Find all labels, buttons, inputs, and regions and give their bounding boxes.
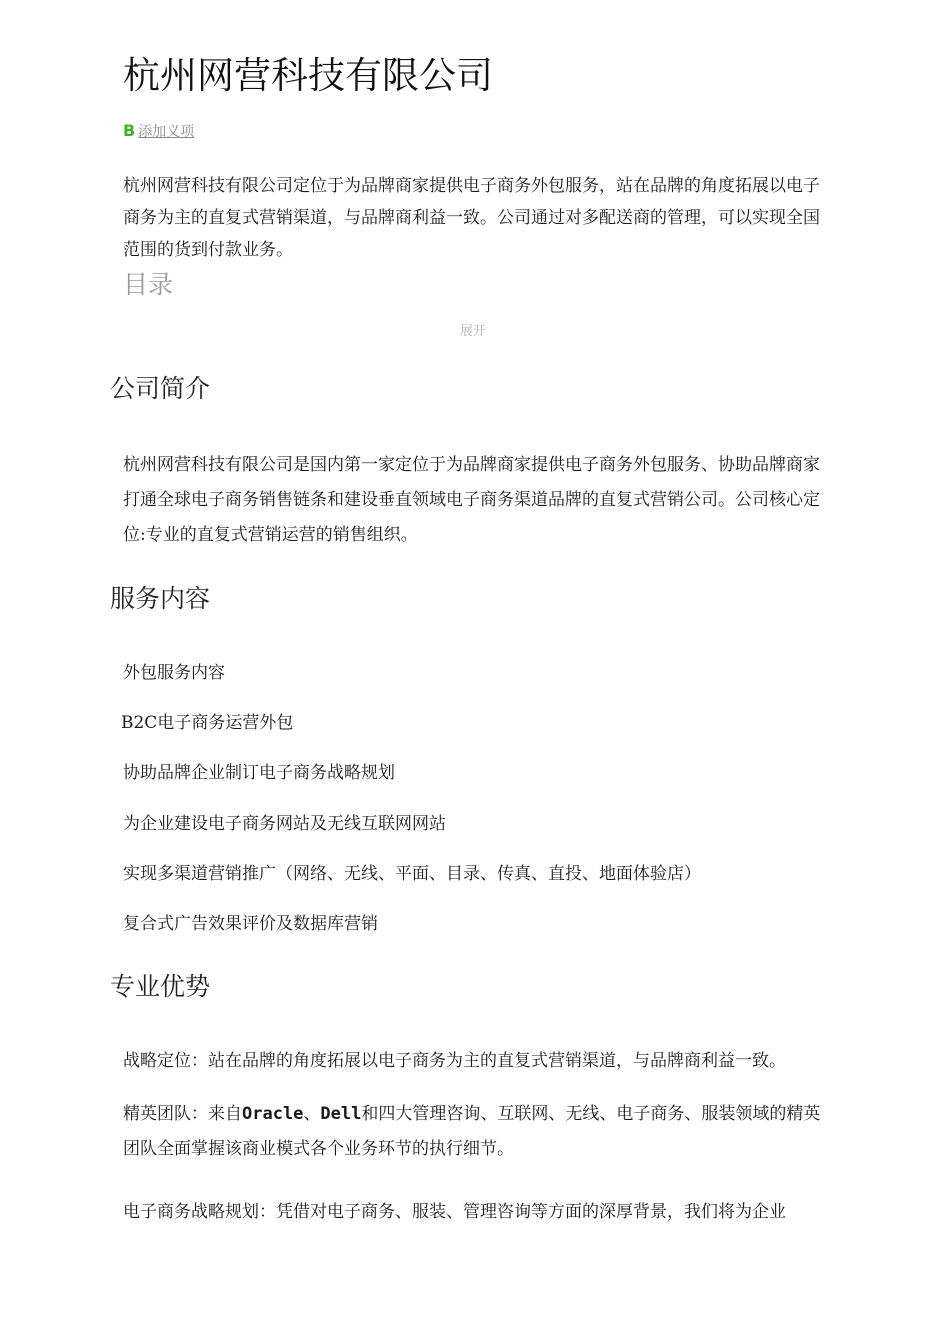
advantage-item: 电子商务战略规划：凭借对电子商务、服装、管理咨询等方面的深厚背景，我们将为企业 xyxy=(123,1202,786,1222)
summary-paragraph: 杭州网营科技有限公司定位于为品牌商家提供电子商务外包服务，站在品牌的角度拓展以电子商务为主的直复式营销渠道，与品牌商利益一致。公司通过对多配送商的管理，可以实现全国范围的货到付款业务。 xyxy=(123,176,820,260)
section-heading-advantages: 专业优势 xyxy=(110,972,211,1001)
service-item: 实现多渠道营销推广（网络、无线、平面、目录、传真、直投、地面体验店） xyxy=(123,864,701,884)
add-entry-tag[interactable] xyxy=(123,121,194,142)
service-item: B2C电子商务运营外包 xyxy=(121,713,294,733)
section-heading-intro: 公司简介 xyxy=(110,374,211,403)
service-item: 外包服务内容 xyxy=(123,663,225,683)
advantage-text: 、 xyxy=(303,1104,321,1124)
advantage-text: 和四大管理咨询、互联网、无线、电子商务、服装领域的精英团队全面掌握该商业模式各个业务环节的执行细节。 xyxy=(123,1104,821,1159)
service-item: 为企业建设电子商务网站及无线互联网网站 xyxy=(123,814,446,834)
advantage-item xyxy=(123,1097,835,1167)
advantage-item: 战略定位：站在品牌的角度拓展以电子商务为主的直复式营销渠道，与品牌商利益一致。 xyxy=(123,1051,786,1071)
toc-expand-button[interactable]: 展开 xyxy=(460,324,487,339)
section-heading-services: 服务内容 xyxy=(110,584,211,613)
brand-dell: Dell xyxy=(320,1104,362,1124)
toc-title: 目录 xyxy=(123,270,174,299)
page-title: 杭州网营科技有限公司 xyxy=(123,54,493,97)
add-entry-link[interactable]: 添加义项 xyxy=(138,124,195,140)
service-item: 复合式广告效果评价及数据库营销 xyxy=(123,914,378,934)
intro-paragraph: 杭州网营科技有限公司是国内第一家定位于为品牌商家提供电子商务外包服务、协助品牌商家打通全球电子商务销售链条和建设垂直领域电子商务渠道品牌的直复式营销公司。公司核心定位:专业的直复式营销运营的销售组织。 xyxy=(123,455,820,545)
advantage-text: 精英团队：来自 xyxy=(123,1104,242,1124)
service-item: 协助品牌企业制订电子商务战略规划 xyxy=(123,763,395,783)
brand-oracle: Oracle xyxy=(242,1104,304,1124)
b-icon: B xyxy=(123,121,136,140)
